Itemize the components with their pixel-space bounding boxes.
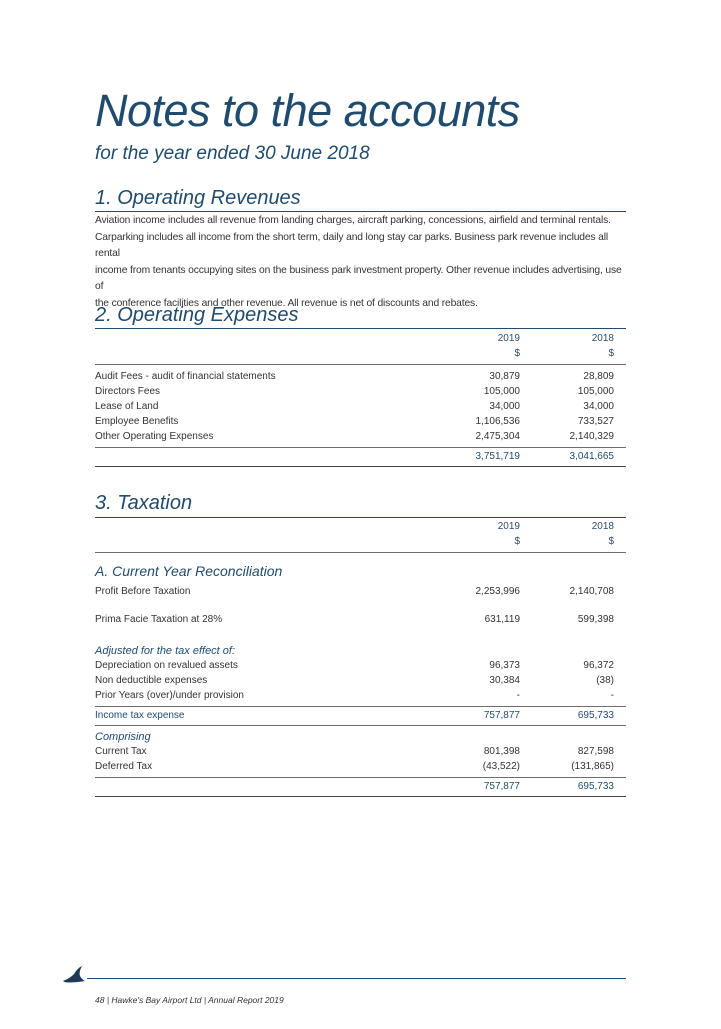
table-header-units xyxy=(95,535,626,549)
row-label: Audit Fees - audit of financial statements xyxy=(95,371,276,382)
table-row xyxy=(95,613,626,627)
row-value-2018: 2,140,329 xyxy=(569,431,614,442)
column-unit-2018: $ xyxy=(608,348,614,359)
row-label: Current Tax xyxy=(95,746,147,757)
row-value-2018: 733,527 xyxy=(577,416,614,427)
row-value-2018: - xyxy=(610,690,614,701)
row-value-2019: 30,384 xyxy=(489,675,520,686)
table-header-rule xyxy=(95,552,626,553)
row-value-2018: 695,733 xyxy=(577,710,614,721)
table-total-row xyxy=(95,780,626,794)
paragraph-line: Aviation income includes all revenue from landing charges, aircraft parking, concessions, airfield and terminal rentals. xyxy=(95,215,611,226)
row-value-2019: - xyxy=(516,690,520,701)
total-value-2019: 757,877 xyxy=(483,781,520,792)
adjusted-heading: Adjusted for the tax effect of: xyxy=(95,645,236,657)
bird-logo-icon xyxy=(62,966,86,984)
row-label: Profit Before Taxation xyxy=(95,586,191,597)
table-row xyxy=(95,430,626,444)
row-label: Depreciation on revalued assets xyxy=(95,660,238,671)
row-value-2019: 2,475,304 xyxy=(475,431,520,442)
row-value-2019: (43,522) xyxy=(482,761,520,772)
row-value-2018: (38) xyxy=(596,675,614,686)
page-title: Notes to the accounts xyxy=(95,85,520,136)
total-value-2018: 3,041,665 xyxy=(569,451,614,462)
row-value-2018: 28,809 xyxy=(583,371,614,382)
row-label: Employee Benefits xyxy=(95,416,179,427)
table-row xyxy=(95,674,626,688)
comprising-heading: Comprising xyxy=(95,731,151,743)
total-value-2019: 3,751,719 xyxy=(475,451,520,462)
total-value-2018: 695,733 xyxy=(577,781,614,792)
table-total-row xyxy=(95,450,626,464)
row-value-2019: 2,253,996 xyxy=(475,586,520,597)
footer-rule xyxy=(87,978,626,979)
row-label: Prior Years (over)/under provision xyxy=(95,690,244,701)
table-row xyxy=(95,659,626,673)
row-value-2018: 599,398 xyxy=(577,614,614,625)
column-unit-2018: $ xyxy=(608,536,614,547)
row-value-2019: 30,879 xyxy=(489,371,520,382)
row-value-2019: 34,000 xyxy=(489,401,520,412)
table-total-rule xyxy=(95,466,626,467)
section-heading-operating-expenses: 2. Operating Expenses xyxy=(95,304,299,326)
section-heading-taxation: 3. Taxation xyxy=(95,492,193,514)
table-row xyxy=(95,370,626,384)
section-rule xyxy=(95,328,626,329)
row-label: Non deductible expenses xyxy=(95,675,208,686)
row-value-2019: 105,000 xyxy=(483,386,520,397)
table-header-rule xyxy=(95,364,626,365)
table-header-years xyxy=(95,520,626,534)
table-row xyxy=(95,585,626,599)
table-subtotal-rule xyxy=(95,447,626,448)
row-value-2018: (131,865) xyxy=(571,761,614,772)
table-row xyxy=(95,415,626,429)
row-value-2019: 757,877 xyxy=(483,710,520,721)
paragraph-line: the conference facilities and other revenue. All revenue is net of discounts and rebates. xyxy=(95,297,478,309)
section-heading-operating-revenues: 1. Operating Revenues xyxy=(95,187,301,209)
column-year-2019: 2019 xyxy=(497,333,520,344)
table-subtotal-rule xyxy=(95,777,626,778)
table-header-units xyxy=(95,347,626,361)
row-label: Income tax expense xyxy=(95,710,185,721)
column-year-2018: 2018 xyxy=(591,521,614,532)
row-label: Deferred Tax xyxy=(95,761,153,772)
column-unit-2019: $ xyxy=(514,348,520,359)
row-value-2019: 1,106,536 xyxy=(475,416,520,427)
income-tax-expense-row xyxy=(95,709,626,723)
operating-revenues-paragraph xyxy=(95,213,626,312)
table-header-years xyxy=(95,332,626,346)
row-value-2018: 827,598 xyxy=(577,746,614,757)
table-row xyxy=(95,400,626,414)
row-value-2018: 96,372 xyxy=(583,660,614,671)
section-rule xyxy=(95,517,626,518)
row-label: Other Operating Expenses xyxy=(95,431,214,442)
table-subtotal-rule xyxy=(95,706,626,707)
row-value-2019: 631,119 xyxy=(484,614,520,625)
page-subtitle: for the year ended 30 June 2018 xyxy=(95,143,370,164)
footer-text: 48 | Hawke's Bay Airport Ltd | Annual Report 2019 xyxy=(95,995,284,1005)
row-label: Directors Fees xyxy=(95,386,161,397)
section-rule xyxy=(95,211,626,212)
row-label: Prima Facie Taxation at 28% xyxy=(95,614,223,625)
table-row xyxy=(95,760,626,774)
row-value-2018: 34,000 xyxy=(583,401,614,412)
row-value-2018: 2,140,708 xyxy=(569,586,614,597)
row-value-2019: 96,373 xyxy=(489,660,520,671)
table-row xyxy=(95,689,626,703)
row-label: Lease of Land xyxy=(95,401,159,412)
table-row xyxy=(95,745,626,759)
column-year-2018: 2018 xyxy=(591,333,614,344)
column-year-2019: 2019 xyxy=(497,521,520,532)
table-row xyxy=(95,385,626,399)
row-value-2019: 801,398 xyxy=(483,746,520,757)
column-unit-2019: $ xyxy=(514,536,520,547)
reconciliation-heading: A. Current Year Reconciliation xyxy=(95,563,283,579)
row-value-2018: 105,000 xyxy=(577,386,614,397)
paragraph-line: Carparking includes all income from the short term, daily and long stay car parks. Business park revenue includes all rental xyxy=(95,231,608,259)
paragraph-line: income from tenants occupying sites on the business park investment property. Other revenue includes advertising, use of xyxy=(95,264,622,292)
table-rule xyxy=(95,725,626,726)
table-total-rule xyxy=(95,796,626,797)
